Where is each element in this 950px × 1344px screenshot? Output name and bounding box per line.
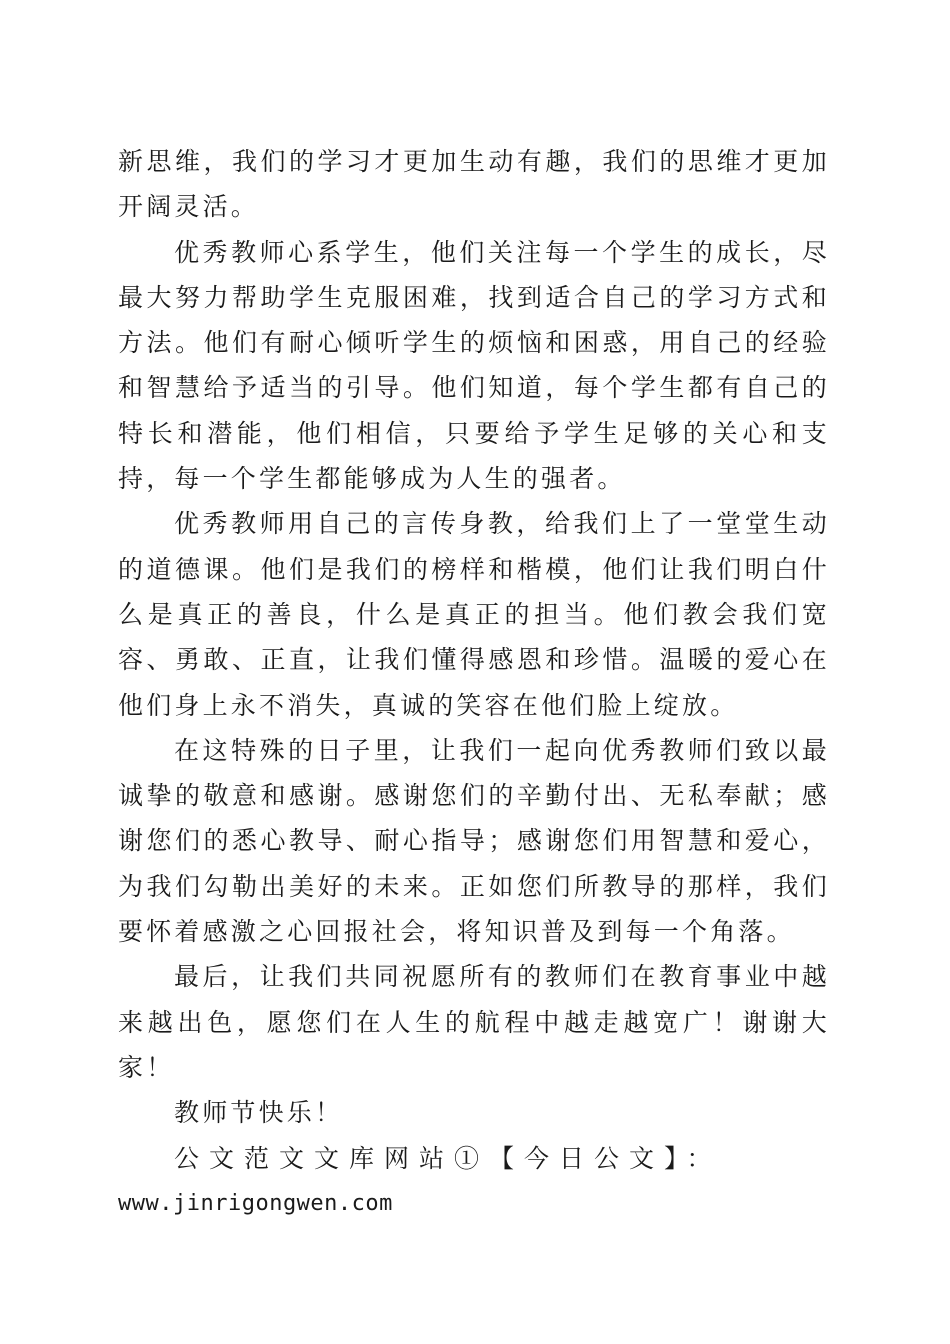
paragraph-greeting: 教师节快乐！ [174, 1098, 344, 1128]
source-label: 公文范文文库网站①【今日公文】： [174, 1143, 722, 1173]
paragraph-gratitude: 在这特殊的日子里，让我们一起向优秀教师们致以最诚挚的敬意和感谢。感谢您们的辛勤付出、无私奉献；感谢您们的悉心教导、耐心指导；感谢您们用智慧和爱心，为我们勾勒出美好的未来。正如您们所教导的那样，我们要怀着感激之心回报社会，将知识普及到每一个角落。 [118, 735, 830, 947]
paragraph-continuation: 新思维，我们的学习才更加生动有趣，我们的思维才更加开阔灵活。 [118, 147, 830, 222]
paragraph-closing-wishes: 最后，让我们共同祝愿所有的教师们在教育事业中越来越出色，愿您们在人生的航程中越走越宽广！谢谢大家！ [118, 962, 830, 1082]
paragraph-moral-lesson: 优秀教师用自己的言传身教，给我们上了一堂堂生动的道德课。他们是我们的榜样和楷模，他们让我们明白什么是真正的善良，什么是真正的担当。他们教会我们宽容、勇敢、正直，让我们懂得感恩和珍惜。温暖的爱心在他们身上永不消失，真诚的笑容在他们脸上绽放。 [118, 509, 830, 720]
source-url: www.jinrigongwen.com [118, 1190, 393, 1216]
paragraph-students-care: 优秀教师心系学生，他们关注每一个学生的成长，尽最大努力帮助学生克服困难，找到适合自己的学习方式和方法。他们有耐心倾听学生的烦恼和困惑，用自己的经验和智慧给予适当的引导。他们知道，每个学生都有自己的特长和潜能，他们相信，只要给予学生足够的关心和支持，每一个学生都能够成为人生的强者。 [118, 237, 830, 494]
document-body [118, 139, 830, 1226]
